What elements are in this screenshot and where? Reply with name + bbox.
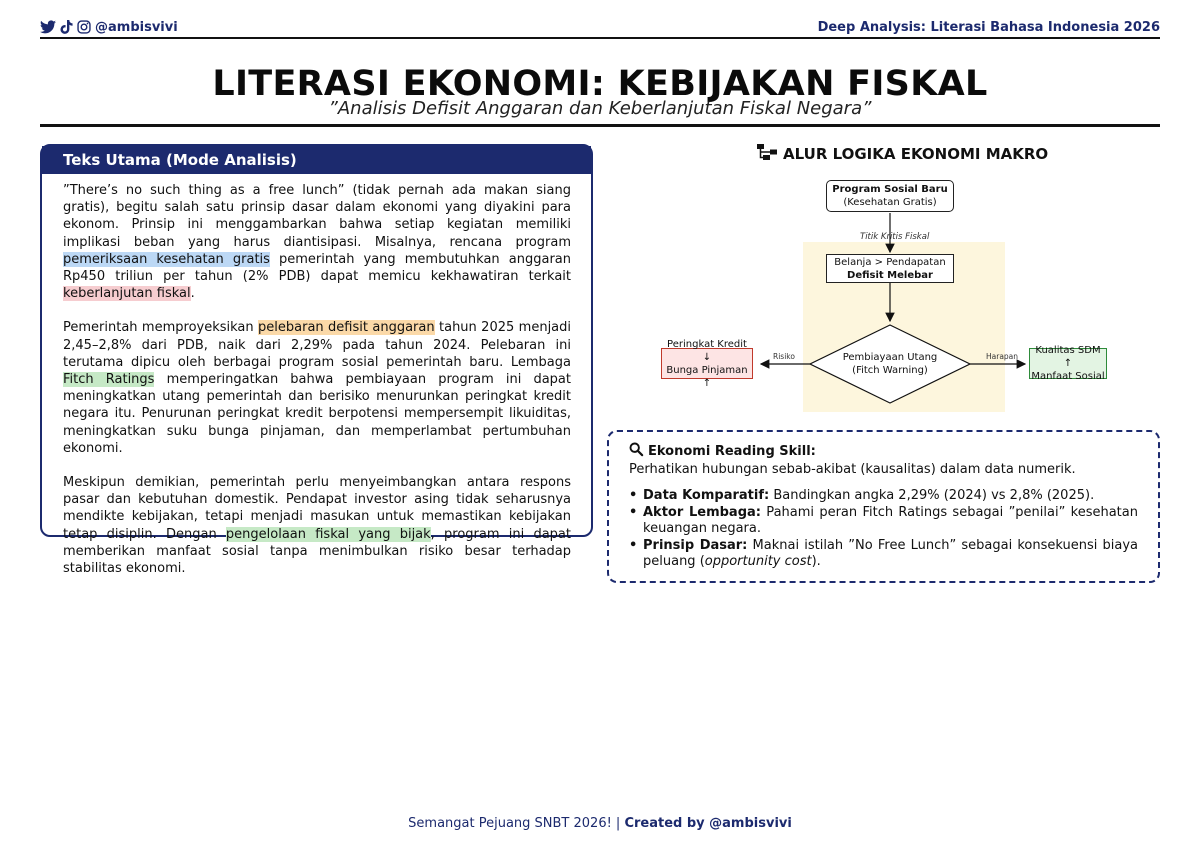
document-meta: Deep Analysis: Literasi Bahasa Indonesia 2026	[817, 19, 1160, 35]
text-run: tahun 2025 menjadi 2,45–2,8% dari PDB, naik dari 2,29% pada tahun 2024. Pelebaran ini terutama dipicu oleh berbagai program sosial pemerintah baru. Lembaga	[63, 320, 572, 370]
item-tail: ).	[811, 554, 821, 569]
text-run: memperingatkan bahwa pembiayaan program ini dapat meningkatkan utang pemerintah dan berisiko menurunkan peringkat kredit negara itu. Penurunan peringkat kredit berpotensi mempersempit likuiditas, meningkatkan suku bunga pinjaman, dan memperlambat pertumbuhan ekonomi.	[63, 372, 571, 456]
node-decision-line1: Pembiayaan Utang	[842, 352, 938, 363]
highlight-wise-fiscal-management: pengelolaan fiskal yang bijak	[225, 526, 431, 542]
item-emphasis: opportunity cost	[704, 554, 812, 569]
list-item	[629, 505, 1138, 538]
page-subtitle: ”Analisis Defisit Anggaran dan Keberlanjutan Fiskal Negara”	[328, 98, 872, 119]
text-run: pemerintah yang membutuhkan anggaran Rp450 triliun per tahun (2% PDB) dapat memicu kekhawatiran terkait	[63, 251, 571, 285]
title-divider	[40, 124, 1160, 127]
item-key: Prinsip Dasar:	[643, 537, 748, 553]
footer-motto: Semangat Pejuang SNBT 2026! |	[408, 816, 625, 831]
critical-point-label: Titik Kritis Fiskal	[860, 232, 930, 242]
node-risk-line1: Peringkat Kredit ↓	[667, 338, 747, 363]
top-bar	[40, 16, 1160, 38]
instagram-icon[interactable]	[77, 20, 91, 34]
text-run: Pemerintah memproyeksikan	[63, 320, 259, 336]
footer-credit[interactable]: Created by @ambisvivi	[624, 816, 792, 831]
item-key: Data Komparatif:	[643, 488, 770, 503]
footer	[0, 816, 1200, 831]
social-handles	[40, 20, 178, 35]
skill-heading	[629, 442, 1138, 462]
skill-title: Ekonomi Reading Skill:	[648, 443, 816, 459]
header-divider	[40, 37, 1160, 39]
node-risk-outcome	[661, 338, 753, 389]
page-title: LITERASI EKONOMI: KEBIJAKAN FISKAL	[212, 64, 988, 104]
highlight-fitch-ratings: Fitch Ratings	[63, 372, 155, 388]
item-text: Bandingkan angka 2,29% (2024) vs 2,8% (2025).	[769, 488, 1095, 503]
flow-title-text: ALUR LOGIKA EKONOMI MAKRO	[783, 145, 1049, 163]
risk-label: Risiko	[773, 352, 795, 361]
skill-intro: Perhatikan hubungan sebab-akibat (kausalitas) dalam data numerik.	[629, 461, 1076, 477]
node-decision-line2: (Fitch Warning)	[852, 365, 928, 376]
node-hope-line1: Kualitas SDM ↑	[1035, 345, 1101, 369]
sitemap-icon	[757, 144, 777, 164]
paragraph-2	[63, 319, 571, 457]
node-deficit-line1: Belanja > Pendapatan	[834, 256, 946, 268]
highlight-free-health-check: pemeriksaan kesehatan gratis	[63, 251, 270, 267]
text-run: .	[190, 286, 195, 302]
hope-label: Harapan	[986, 352, 1019, 361]
node-new-social-program	[826, 180, 954, 212]
economic-flow-diagram	[655, 172, 1115, 417]
node-hope-line2: Manfaat Sosial	[1031, 371, 1105, 382]
main-text-card	[40, 144, 593, 577]
list-item	[629, 538, 1138, 571]
highlight-deficit-widening: pelebaran defisit anggaran	[258, 320, 435, 336]
node-start-line2: (Kesehatan Gratis)	[843, 197, 937, 208]
node-risk-line2: Bunga Pinjaman ↑	[666, 364, 748, 389]
main-text-body	[42, 174, 591, 577]
flow-title	[757, 144, 1048, 164]
paragraph-3	[63, 474, 571, 577]
node-debt-financing	[830, 351, 950, 377]
node-deficit-line2: Defisit Melebar	[847, 269, 933, 281]
node-hope-outcome	[1029, 345, 1107, 382]
handle-text[interactable]: @ambisvivi	[95, 19, 178, 35]
text-run: , program ini dapat memberikan manfaat sosial tanpa menimbulkan risiko besar terhadap stabilitas ekonomi.	[63, 526, 571, 577]
search-icon	[629, 442, 643, 462]
text-run: ”There’s no such thing as a free lunch” (tidak pernah ada makan siang gratis), begitu salah satu prinsip dasar dalam ekonomi yang diyakini para ekonom. Prinsip ini menggambarkan bahwa setiap kegiatan memiliki implikasi beban yang harus diantisipasi. Misalnya, rencana program	[63, 183, 571, 250]
paragraph-1	[63, 182, 571, 302]
item-key: Aktor Lembaga:	[643, 504, 761, 520]
text-run: Meskipun demikian, pemerintah perlu menyeimbangkan antara respons pasar dan kebutuhan domestik. Pendapat investor asing tidak seharusnya mendikte kebijakan, tetapi menjadi masukan untuk memastikan kebijakan tetap disiplin. Dengan	[63, 475, 571, 542]
item-text: Pahami peran Fitch Ratings sebagai ”penilai” kesehatan keuangan negara.	[643, 504, 1138, 536]
tiktok-icon[interactable]	[60, 20, 73, 34]
main-text-heading: Teks Utama (Mode Analisis)	[42, 146, 591, 174]
twitter-icon[interactable]	[40, 20, 56, 34]
node-start-line1: Program Sosial Baru	[832, 184, 948, 195]
node-deficit	[826, 254, 954, 283]
highlight-fiscal-sustainability: keberlanjutan fiskal	[63, 286, 191, 302]
skill-list	[629, 488, 1138, 571]
list-item	[629, 488, 1138, 505]
item-text: Maknai istilah ”No Free Lunch” sebagai konsekuensi biaya peluang (	[643, 537, 1138, 569]
reading-skill-box	[607, 430, 1160, 583]
